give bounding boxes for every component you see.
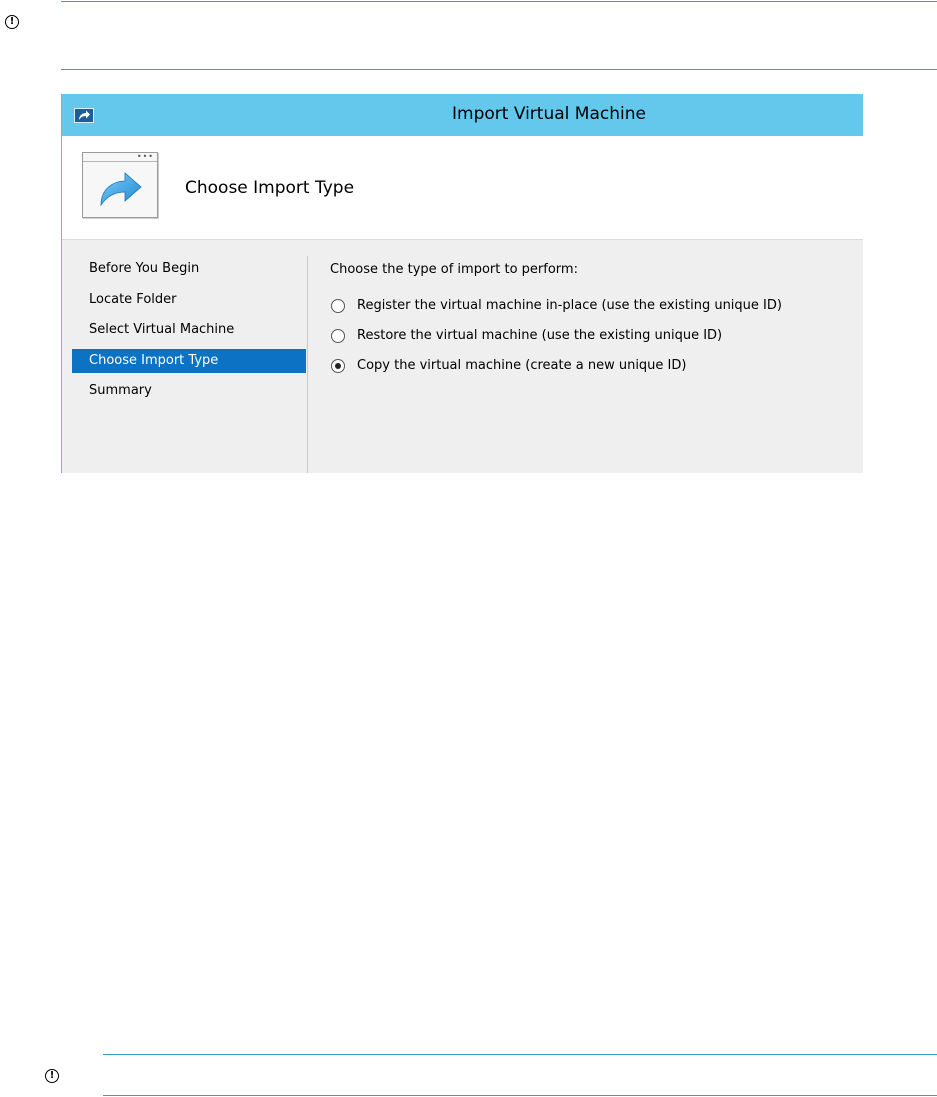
option-label: Register the virtual machine in-place (use the existing unique ID) bbox=[357, 298, 782, 313]
nav-divider bbox=[307, 256, 308, 473]
step-before-you-begin[interactable]: Before You Begin bbox=[89, 261, 200, 276]
window-title: Import Virtual Machine bbox=[452, 104, 646, 124]
step-summary[interactable]: Summary bbox=[89, 383, 152, 398]
note-top-rule bbox=[103, 1054, 937, 1055]
option-label: Copy the virtual machine (create a new unique ID) bbox=[357, 358, 687, 373]
import-arrow-icon: ••• bbox=[82, 152, 158, 218]
option-label: Restore the virtual machine (use the existing unique ID) bbox=[357, 328, 723, 343]
import-type-prompt: Choose the type of import to perform: bbox=[330, 262, 578, 277]
import-vm-dialog bbox=[61, 94, 863, 473]
import-app-icon bbox=[74, 108, 94, 123]
page-title: Choose Import Type bbox=[185, 178, 355, 198]
note-bottom-rule bbox=[103, 1095, 937, 1096]
wizard-steps bbox=[72, 257, 306, 410]
note-bottom-rule bbox=[61, 69, 937, 70]
step-select-virtual-machine[interactable]: Select Virtual Machine bbox=[89, 322, 235, 337]
wizard-header bbox=[62, 136, 863, 240]
radio-button[interactable] bbox=[331, 329, 345, 343]
step-choose-import-type[interactable]: Choose Import Type bbox=[72, 349, 306, 373]
title-bar bbox=[62, 94, 863, 136]
radio-button[interactable] bbox=[331, 299, 345, 313]
radio-button-selected[interactable] bbox=[331, 359, 345, 373]
important-icon: ! bbox=[45, 1069, 59, 1083]
radio-selected-dot bbox=[335, 363, 341, 369]
important-icon: ! bbox=[5, 15, 19, 29]
step-locate-folder[interactable]: Locate Folder bbox=[89, 291, 177, 307]
note-top-rule bbox=[61, 1, 937, 2]
